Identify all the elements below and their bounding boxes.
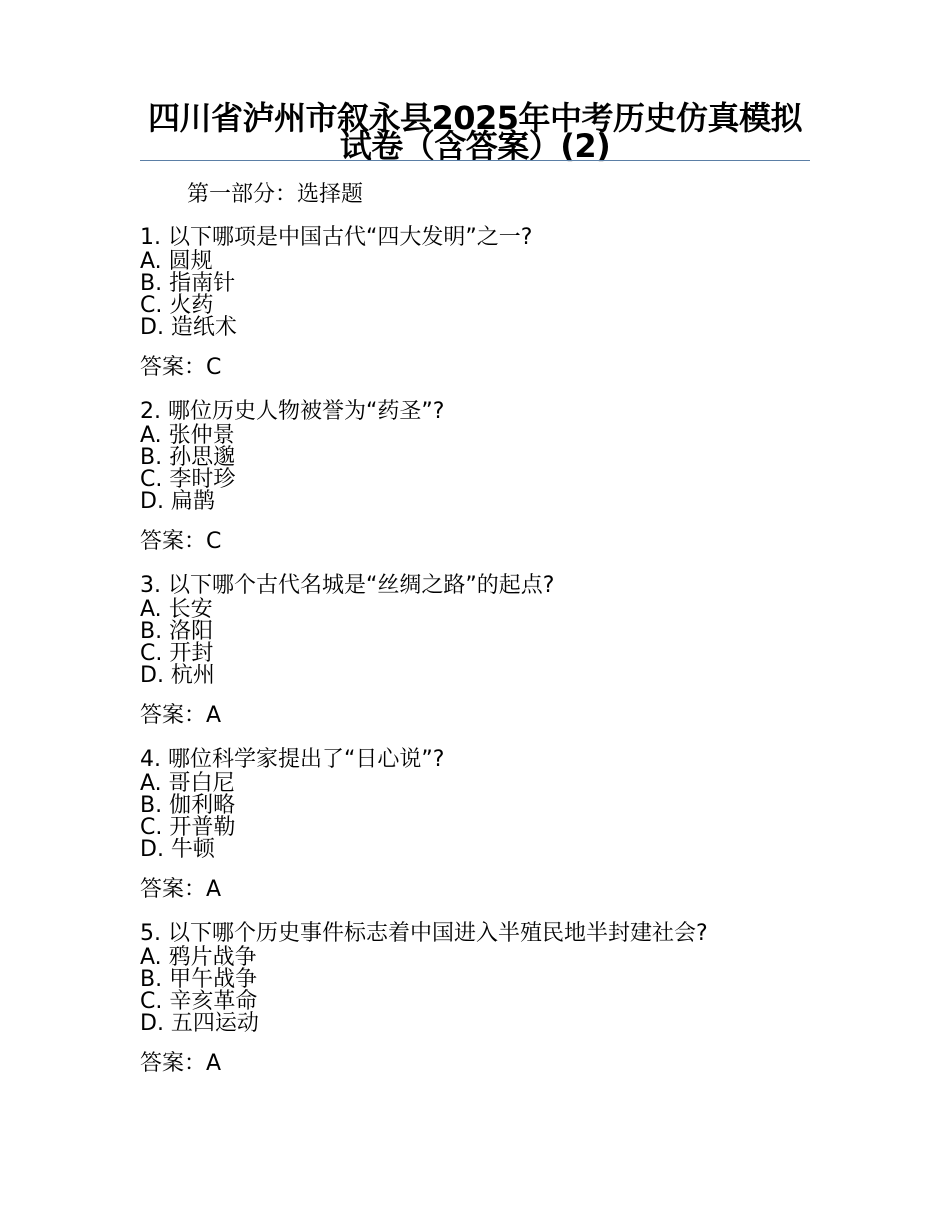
option-d: D. 造纸术 <box>140 315 237 340</box>
option-d: D. 杭州 <box>140 663 215 688</box>
title-underline <box>140 160 810 161</box>
answer-line: 答案：A <box>140 877 222 902</box>
question-1 <box>140 225 820 399</box>
question-stem: 2. 哪位历史人物被誉为“药圣”? <box>140 399 445 424</box>
question-list <box>140 225 820 1095</box>
question-stem: 3. 以下哪个古代名城是“丝绸之路”的起点? <box>140 573 555 598</box>
option-c: C. 火药 <box>140 293 214 318</box>
option-a: A. 长安 <box>140 597 213 622</box>
option-d: D. 牛顿 <box>140 837 215 862</box>
option-b: B. 孙思邈 <box>140 445 236 470</box>
document-title: 四川省泸州市叙永县2025年中考历史仿真模拟试卷（含答案）(2) <box>147 99 803 165</box>
option-b: B. 甲午战争 <box>140 967 258 992</box>
option-a: A. 哥白尼 <box>140 771 235 796</box>
option-b: B. 指南针 <box>140 271 236 296</box>
question-4 <box>140 747 820 921</box>
option-c: C. 开普勒 <box>140 815 236 840</box>
section-heading: 第一部分：选择题 <box>187 182 364 207</box>
answer-line: 答案：C <box>140 529 222 554</box>
option-c: C. 李时珍 <box>140 467 236 492</box>
question-2 <box>140 399 820 573</box>
question-5 <box>140 921 820 1095</box>
answer-line: 答案：A <box>140 703 222 728</box>
option-d: D. 扁鹊 <box>140 489 215 514</box>
option-a: A. 鸦片战争 <box>140 945 257 970</box>
option-c: C. 开封 <box>140 641 214 666</box>
answer-line: 答案：C <box>140 355 222 380</box>
option-c: C. 辛亥革命 <box>140 989 258 1014</box>
option-a: A. 圆规 <box>140 249 213 274</box>
option-b: B. 洛阳 <box>140 619 214 644</box>
answer-line: 答案：A <box>140 1051 222 1076</box>
option-a: A. 张仲景 <box>140 423 235 448</box>
option-b: B. 伽利略 <box>140 793 236 818</box>
question-stem: 5. 以下哪个历史事件标志着中国进入半殖民地半封建社会? <box>140 921 708 946</box>
option-d: D. 五四运动 <box>140 1011 259 1036</box>
question-stem: 4. 哪位科学家提出了“日心说”? <box>140 747 445 772</box>
question-stem: 1. 以下哪项是中国古代“四大发明”之一? <box>140 225 533 250</box>
question-3 <box>140 573 820 747</box>
